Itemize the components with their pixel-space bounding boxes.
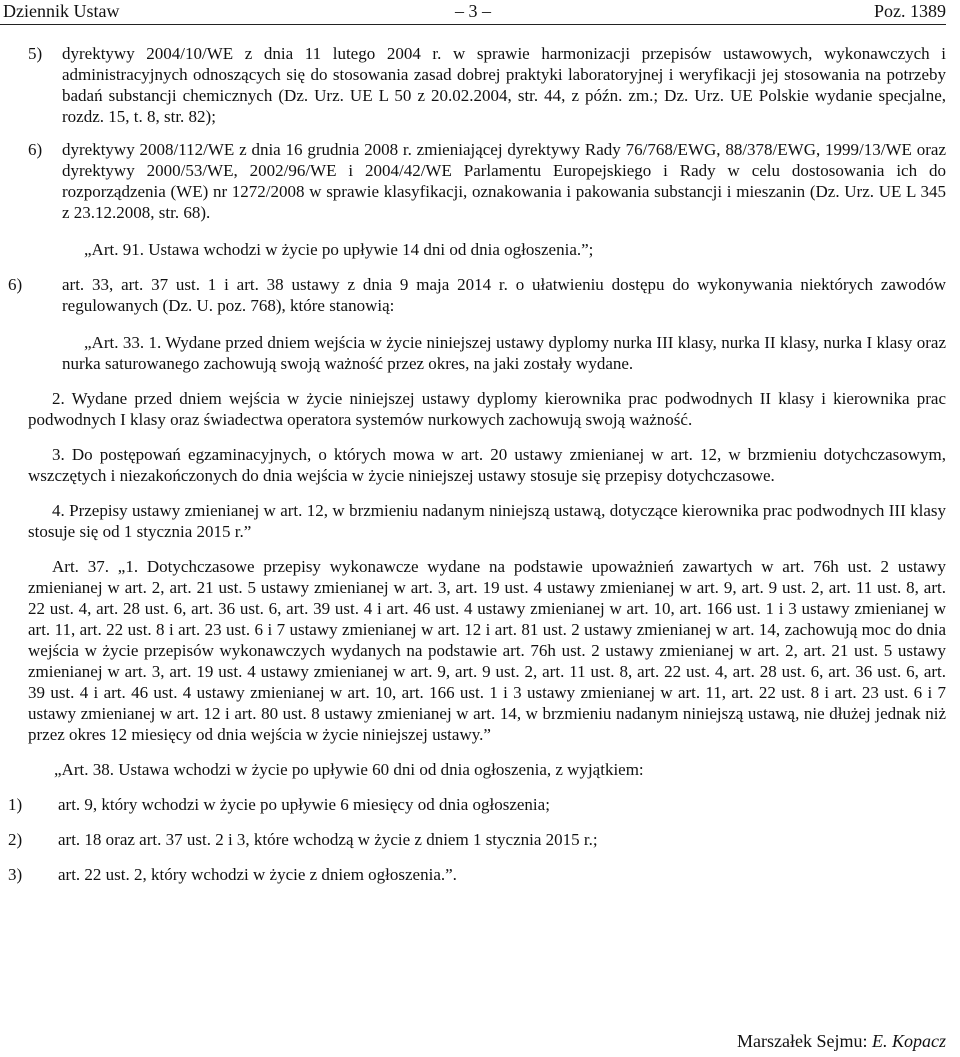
exception-item-3 bbox=[0, 864, 946, 885]
signature bbox=[737, 1030, 946, 1052]
signature-role: Marszałek Sejmu: bbox=[737, 1031, 868, 1051]
list-number: 6) bbox=[8, 275, 23, 294]
list-number: 1) bbox=[8, 795, 23, 814]
journal-title: Dziennik Ustaw bbox=[3, 1, 120, 21]
list-item-directive-6 bbox=[28, 139, 946, 223]
article-38-block bbox=[28, 759, 946, 780]
list-number: 6) bbox=[28, 140, 43, 159]
list-text: art. 33, art. 37 ust. 1 i art. 38 ustawy z dnia 9 maja 2014 r. o ułatwieniu dostępu do wykonywania niektórych zawodów regulowanych (Dz. U. poz. 768), które stanowią: bbox=[62, 275, 946, 315]
exception-item-2 bbox=[0, 829, 946, 850]
exception-item-1 bbox=[0, 794, 946, 815]
list-text: dyrektywy 2008/112/WE z dnia 16 grudnia 2008 r. zmieniającej dyrektywy Rady 76/768/EWG, 88/378/EWG, 1999/13/WE oraz dyrektywy 2000/53/WE, 2002/96/WE i 2004/42/WE Parlamentu Europejskiego i Rady w celu dostosowania ich do rozporządzenia (WE) nr 1272/2008 w sprawie klasyfikacji, oznakowania i pakowania substancji i mieszanin (Dz. Urz. UE L 345 z 23.12.2008, str. 68). bbox=[62, 140, 946, 222]
article-33-par-4: 4. Przepisy ustawy zmienianej w art. 12, w brzmieniu nadanym niniejszą ustawą, dotyczące kierownika prac podwodnych III klasy stosuje się od 1 stycznia 2015 r.” bbox=[28, 501, 946, 541]
article-33-par-2-block bbox=[28, 388, 946, 430]
article-37-block bbox=[28, 556, 946, 745]
article-37: Art. 37. „1. Dotychczasowe przepisy wykonawcze wydane na podstawie upoważnień zawartych w art. 76h ust. 2 ustawy zmienianej w art. 2, art. 21 ust. 5 ustawy zmienianej w art. 3, art. 19 ust. 4 ustawy zmienianej w art. 9, art. 9 ust. 2, art. 11 ust. 8, art. 22 ust. 4, art. 28 ust. 6, art. 36 ust. 6, art. 39 ust. 4 i art. 46 ust. 4 ustawy zmienianej w art. 10, art. 166 ust. 1 i 3 ustawy zmienianej w art. 11, art. 22 ust. 8 i art. 23 ust. 6 i 7 ustawy zmienianej w art. 12 i art. 81 ust. 2 ustawy zmienianej w art. 14, zachowują moc do dnia wejścia w życie przepisów wykonawczych wydanych na podstawie art. 76h ust. 2 ustawy zmienianej w art. 2, art. 21 ust. 5 ustawy zmienianej w art. 3, art. 19 ust. 4 ustawy zmienianej w art. 9, art. 9 ust. 2, art. 11 ust. 8, art. 22 ust. 4, art. 28 ust. 6, art. 36 ust. 6, art. 39 ust. 4 i art. 46 ust. 4 ustawy zmienianej w art. 10, art. 166 ust. 1 i 3 ustawy zmienianej w art. 11, art. 22 ust. 8 i art. 23 ust. 6 i 7 ustawy zmienianej w art. 12 i art. 80 ust. 8 ustawy zmienianej w art. 14, w brzmieniu nadanym niniejszą ustawą, nie dłużej jednak niż przez okres 12 miesięcy od dnia wejścia w życie niniejszej ustawy.” bbox=[28, 557, 946, 744]
signature-name: E. Kopacz bbox=[872, 1031, 946, 1051]
list-item-amended-act bbox=[0, 274, 946, 316]
article-38: „Art. 38. Ustawa wchodzi w życie po upływie 60 dni od dnia ogłoszenia, z wyjątkiem: bbox=[54, 760, 644, 779]
article-text: „Art. 91. Ustawa wchodzi w życie po upływie 14 dni od dnia ogłoszenia.”; bbox=[84, 240, 594, 259]
article-33-par-4-block bbox=[28, 500, 946, 542]
article-33-par-3: 3. Do postępowań egzaminacyjnych, o których mowa w art. 20 ustawy zmienianej w art. 12, w brzmieniu dotychczasowym, wszczętych i niezakończonych do dnia wejścia w życie niniejszej ustawy stosuje się przepisy dotychczasowe. bbox=[28, 445, 946, 485]
position-number: Poz. 1389 bbox=[874, 1, 946, 21]
article-33-par-3-block bbox=[28, 444, 946, 486]
page-number: – 3 – bbox=[455, 1, 491, 21]
article-33 bbox=[28, 332, 946, 374]
list-text: art. 22 ust. 2, który wchodzi w życie z dniem ogłoszenia.”. bbox=[58, 865, 457, 884]
list-text: art. 9, który wchodzi w życie po upływie 6 miesięcy od dnia ogłoszenia; bbox=[58, 795, 550, 814]
list-number: 3) bbox=[8, 865, 23, 884]
article-33-par-2: 2. Wydane przed dniem wejścia w życie niniejszej ustawy dyplomy kierownika prac podwodnych II klasy i kierownika prac podwodnych I klasy oraz świadectwa operatora systemów nurkowych zachowują swoją ważność. bbox=[28, 389, 946, 429]
article-91 bbox=[28, 239, 946, 260]
document-body bbox=[8, 43, 946, 885]
list-number: 5) bbox=[28, 44, 43, 63]
list-text: art. 18 oraz art. 37 ust. 2 i 3, które wchodzą w życie z dniem 1 stycznia 2015 r.; bbox=[58, 830, 598, 849]
article-33-par-1: „Art. 33. 1. Wydane przed dniem wejścia w życie niniejszej ustawy dyplomy nurka III klasy, nurka II klasy, nurka I klasy oraz nurka saturowanego zachowują swoją ważność przez okres, na jaki zostały wydane. bbox=[62, 333, 946, 373]
page-header bbox=[0, 0, 946, 25]
list-number: 2) bbox=[8, 830, 23, 849]
list-item-directive-5 bbox=[28, 43, 946, 127]
list-text: dyrektywy 2004/10/WE z dnia 11 lutego 2004 r. w sprawie harmonizacji przepisów ustawowych, wykonawczych i administracyjnych odnoszących się do stosowania zasad dobrej praktyki laboratoryjnej i weryfikacji jej stosowania na potrzeby badań substancji chemicznych (Dz. Urz. UE L 50 z 20.02.2004, str. 44, z późn. zm.; Dz. Urz. UE Polskie wydanie specjalne, rozdz. 15, t. 8, str. 82); bbox=[62, 44, 946, 126]
